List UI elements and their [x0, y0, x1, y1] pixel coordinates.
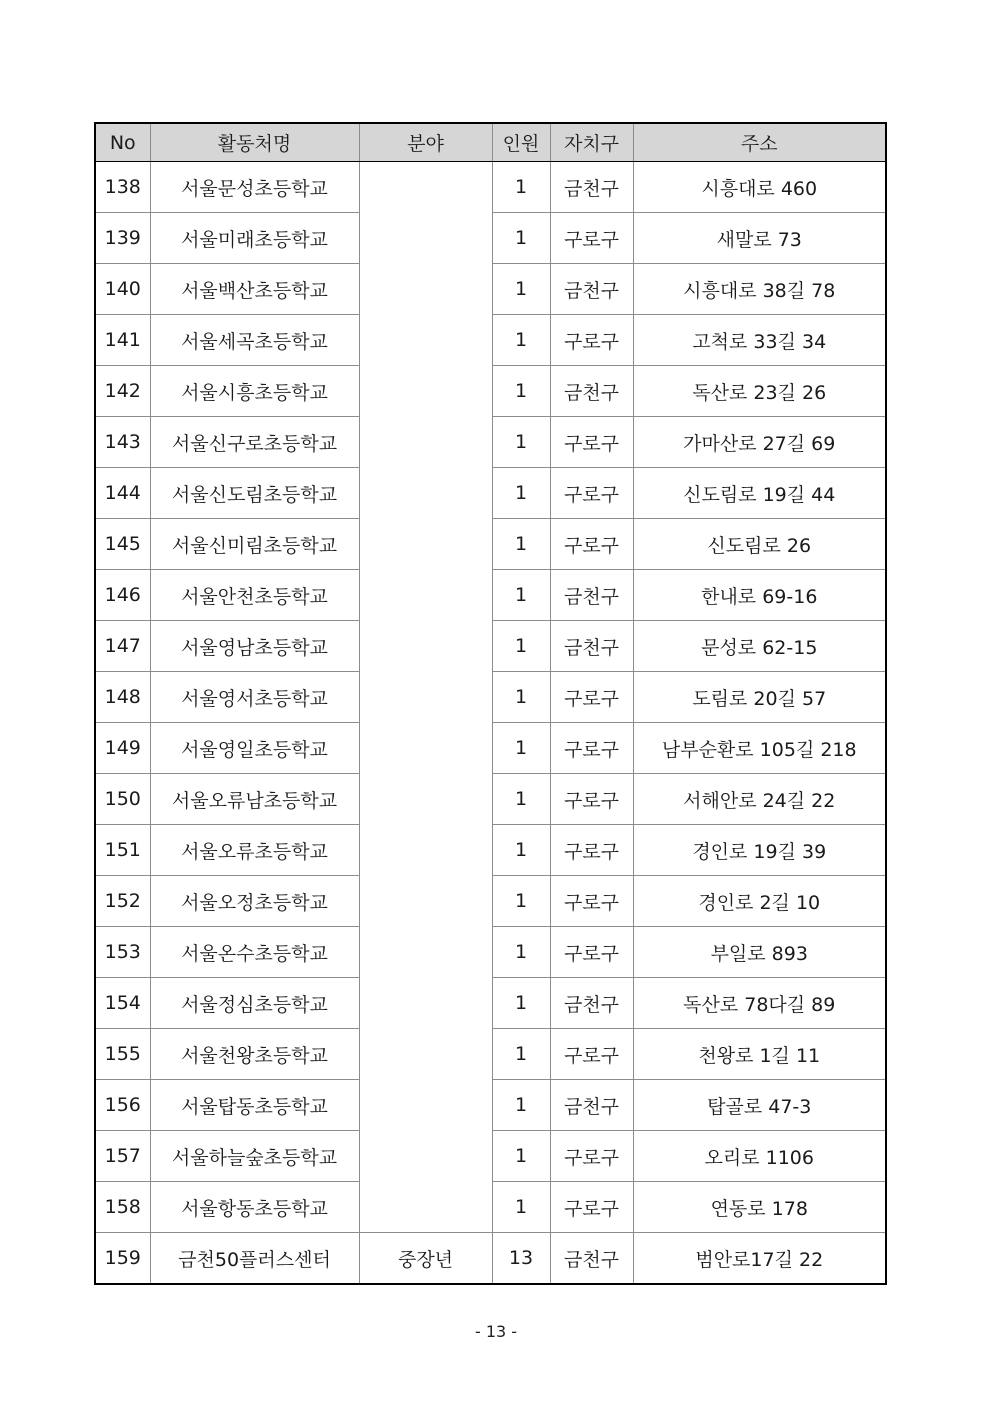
cell-address: 오리로 1106 [633, 1131, 886, 1182]
cell-district: 금천구 [550, 264, 633, 315]
cell-no: 149 [95, 723, 150, 774]
cell-no: 153 [95, 927, 150, 978]
cell-address: 경인로 2길 10 [633, 876, 886, 927]
cell-district: 구로구 [550, 1029, 633, 1080]
cell-name: 서울영일초등학교 [150, 723, 359, 774]
cell-address: 부일로 893 [633, 927, 886, 978]
cell-address: 시흥대로 460 [633, 162, 886, 213]
cell-district: 구로구 [550, 213, 633, 264]
cell-district: 금천구 [550, 978, 633, 1029]
cell-district: 구로구 [550, 723, 633, 774]
cell-address: 독산로 78다길 89 [633, 978, 886, 1029]
cell-no: 157 [95, 1131, 150, 1182]
cell-district: 금천구 [550, 366, 633, 417]
cell-address: 서해안로 24길 22 [633, 774, 886, 825]
cell-address: 시흥대로 38길 78 [633, 264, 886, 315]
cell-district: 구로구 [550, 468, 633, 519]
cell-name: 서울신미림초등학교 [150, 519, 359, 570]
cell-count: 1 [492, 978, 550, 1029]
cell-no: 156 [95, 1080, 150, 1131]
activity-table [94, 122, 887, 1285]
cell-name: 서울신구로초등학교 [150, 417, 359, 468]
cell-count: 1 [492, 570, 550, 621]
cell-count: 1 [492, 723, 550, 774]
cell-district: 구로구 [550, 519, 633, 570]
cell-name: 서울하늘숲초등학교 [150, 1131, 359, 1182]
header-district: 자치구 [550, 123, 633, 162]
cell-field-merged [359, 162, 492, 1233]
cell-count: 1 [492, 213, 550, 264]
cell-name: 서울문성초등학교 [150, 162, 359, 213]
header-field: 분야 [359, 123, 492, 162]
cell-count: 1 [492, 1080, 550, 1131]
cell-no: 141 [95, 315, 150, 366]
cell-no: 139 [95, 213, 150, 264]
cell-district: 구로구 [550, 825, 633, 876]
header-address: 주소 [633, 123, 886, 162]
header-no: No [95, 123, 150, 162]
cell-district: 구로구 [550, 417, 633, 468]
cell-address: 새말로 73 [633, 213, 886, 264]
cell-name: 서울정심초등학교 [150, 978, 359, 1029]
cell-name: 서울신도림초등학교 [150, 468, 359, 519]
cell-no: 147 [95, 621, 150, 672]
cell-count: 1 [492, 774, 550, 825]
cell-address: 범안로17길 22 [633, 1233, 886, 1285]
header-count: 인원 [492, 123, 550, 162]
cell-address: 연동로 178 [633, 1182, 886, 1233]
cell-address: 도림로 20길 57 [633, 672, 886, 723]
cell-no: 152 [95, 876, 150, 927]
cell-no: 145 [95, 519, 150, 570]
table-row [95, 162, 886, 213]
cell-count: 1 [492, 417, 550, 468]
cell-address: 신도림로 19길 44 [633, 468, 886, 519]
cell-count: 1 [492, 366, 550, 417]
cell-name: 서울백산초등학교 [150, 264, 359, 315]
cell-district: 구로구 [550, 927, 633, 978]
cell-count: 1 [492, 672, 550, 723]
cell-count: 1 [492, 1182, 550, 1233]
cell-no: 146 [95, 570, 150, 621]
cell-no: 148 [95, 672, 150, 723]
cell-address: 신도림로 26 [633, 519, 886, 570]
cell-district: 구로구 [550, 876, 633, 927]
cell-name: 서울항동초등학교 [150, 1182, 359, 1233]
cell-no: 140 [95, 264, 150, 315]
cell-no: 143 [95, 417, 150, 468]
cell-name: 서울탑동초등학교 [150, 1080, 359, 1131]
cell-no: 144 [95, 468, 150, 519]
cell-address: 문성로 62-15 [633, 621, 886, 672]
cell-name: 서울오류초등학교 [150, 825, 359, 876]
cell-address: 한내로 69-16 [633, 570, 886, 621]
cell-district: 금천구 [550, 570, 633, 621]
cell-name: 서울영남초등학교 [150, 621, 359, 672]
cell-count: 1 [492, 1131, 550, 1182]
cell-name: 서울온수초등학교 [150, 927, 359, 978]
cell-district: 구로구 [550, 1182, 633, 1233]
cell-district: 금천구 [550, 162, 633, 213]
cell-no: 138 [95, 162, 150, 213]
cell-district: 금천구 [550, 1233, 633, 1285]
cell-no: 154 [95, 978, 150, 1029]
cell-no: 159 [95, 1233, 150, 1285]
table-body [95, 162, 886, 1285]
cell-district: 금천구 [550, 1080, 633, 1131]
cell-no: 151 [95, 825, 150, 876]
cell-name: 서울오정초등학교 [150, 876, 359, 927]
table-header-row [95, 123, 886, 162]
header-name: 활동처명 [150, 123, 359, 162]
cell-address: 천왕로 1길 11 [633, 1029, 886, 1080]
cell-district: 구로구 [550, 315, 633, 366]
cell-count: 1 [492, 825, 550, 876]
cell-no: 155 [95, 1029, 150, 1080]
cell-no: 150 [95, 774, 150, 825]
cell-address: 경인로 19길 39 [633, 825, 886, 876]
cell-count: 1 [492, 162, 550, 213]
cell-name: 서울안천초등학교 [150, 570, 359, 621]
cell-name: 서울시흥초등학교 [150, 366, 359, 417]
cell-address: 가마산로 27길 69 [633, 417, 886, 468]
cell-count: 1 [492, 519, 550, 570]
cell-no: 158 [95, 1182, 150, 1233]
cell-count: 1 [492, 264, 550, 315]
cell-name: 서울오류남초등학교 [150, 774, 359, 825]
cell-address: 고척로 33길 34 [633, 315, 886, 366]
cell-name: 금천50플러스센터 [150, 1233, 359, 1285]
cell-count: 1 [492, 927, 550, 978]
cell-district: 구로구 [550, 672, 633, 723]
cell-district: 구로구 [550, 1131, 633, 1182]
cell-name: 서울미래초등학교 [150, 213, 359, 264]
cell-name: 서울세곡초등학교 [150, 315, 359, 366]
page-number: - 13 - [474, 1322, 518, 1341]
cell-address: 탑골로 47-3 [633, 1080, 886, 1131]
cell-count: 1 [492, 621, 550, 672]
cell-district: 구로구 [550, 774, 633, 825]
cell-district: 금천구 [550, 621, 633, 672]
cell-count: 1 [492, 468, 550, 519]
cell-no: 142 [95, 366, 150, 417]
cell-field: 중장년 [359, 1233, 492, 1285]
cell-count: 1 [492, 1029, 550, 1080]
cell-count: 13 [492, 1233, 550, 1285]
cell-address: 독산로 23길 26 [633, 366, 886, 417]
cell-name: 서울영서초등학교 [150, 672, 359, 723]
cell-name: 서울천왕초등학교 [150, 1029, 359, 1080]
cell-count: 1 [492, 315, 550, 366]
cell-address: 남부순환로 105길 218 [633, 723, 886, 774]
table-row [95, 1233, 886, 1285]
cell-count: 1 [492, 876, 550, 927]
